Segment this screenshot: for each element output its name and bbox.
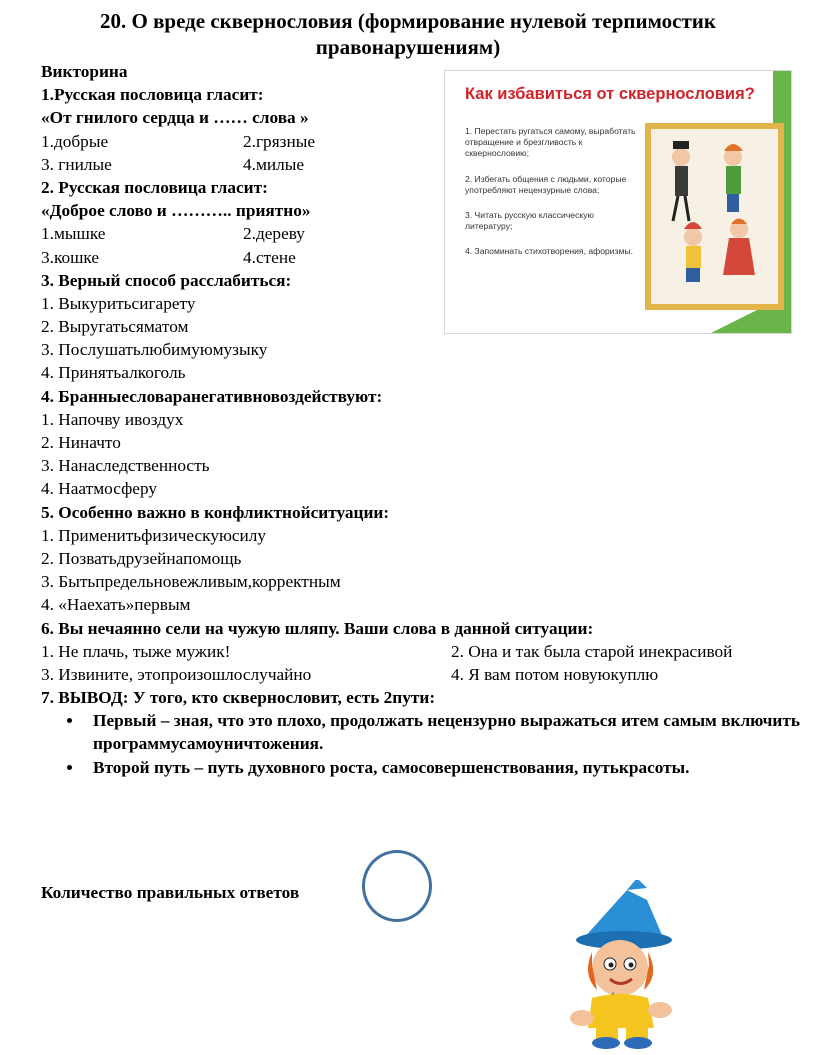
q6-answers-row1 [41, 640, 801, 663]
poster-cartoon-figures [651, 129, 766, 292]
poster-illustration-frame [645, 123, 784, 310]
q5-answer-1: 1. Применитьфизическуюсилу [41, 525, 267, 545]
q5-question: 5. Особенно важно в конфликтнойситуации: [41, 502, 390, 522]
q1-line1: 1.Русская пословица гласит: [41, 85, 264, 105]
q1-answer-2: 2.грязные [243, 131, 315, 151]
conclusion-text-1: Первый – зная, что это плохо, продолжать нецензурно выражаться итем самым включить программусамоуничтожения. [93, 711, 801, 754]
q2-line1: 2. Русская пословица гласит: [41, 177, 268, 197]
dunno-mascot-image [552, 880, 702, 1050]
q5-answer-2: 2. Позватьдрузейнапомощь [41, 548, 242, 568]
poster-title: Как избавиться от сквернословия? [465, 85, 755, 103]
q1-line2: «От гнилого сердца и …… слова » [41, 108, 309, 128]
q3-answer-1: 1. Выкуритьсигарету [41, 293, 196, 313]
q2-answer-3: 3.кошке [41, 247, 100, 267]
page-title [40, 8, 776, 60]
q3-question: 3. Верный способ расслабиться: [41, 270, 292, 290]
q2-line2: «Доброе слово и ……….. приятно» [41, 201, 311, 221]
poster-image [444, 70, 792, 334]
q7-question: 7. ВЫВОД: У того, кто сквернословит, есть 2пути: [41, 688, 436, 708]
q2-answer-4: 4.стене [243, 247, 296, 267]
q5-answer-4: 4. «Наехать»первым [41, 595, 191, 615]
score-circle [362, 850, 432, 922]
poster-item-3: 3. Читать русскую классическую литературу; [465, 210, 594, 232]
poster-item-2: 2. Избегать общения с людьми, которые употребляют нецензурные слова; [465, 173, 627, 195]
poster-item-4: 4. Запоминать стихотворения, афоризмы. [465, 246, 633, 257]
q6-question: 6. Вы нечаянно сели на чужую шляпу. Ваши слова в данной ситуации: [41, 618, 594, 638]
conclusion-list [41, 709, 801, 779]
q2-answer-2: 2.дереву [243, 224, 305, 244]
q3-answer-2: 2. Выругатьсяматом [41, 317, 189, 337]
q1-answer-1: 1.добрые [41, 131, 109, 151]
q4-answer-4: 4. Наатмосферу [41, 479, 158, 499]
q1-answer-4: 4.милые [243, 154, 305, 174]
conclusion-text-2: Второй путь – путь духовного роста, самосовершенствования, путькрасоты. [93, 757, 690, 777]
q6-answer-3: 3. Извините, этопроизошлослучайно [41, 664, 312, 684]
q3-answer-3: 3. Послушатьлюбимуюмузыку [41, 340, 268, 360]
conclusion-item-1 [41, 709, 801, 755]
poster-item-1: 1. Перестать ругаться самому, выработать отвращение и брезгливость к сквернословию; [465, 126, 636, 159]
conclusion-item-2 [41, 756, 801, 779]
title-line-1: 20. О вреде сквернословия (формирование нулевой терпимостик [100, 9, 716, 33]
q6-answers-row2 [41, 663, 801, 686]
poster-list [465, 126, 643, 272]
correct-answers-label: Количество правильных ответов [41, 883, 300, 902]
q1-answer-3: 3. гнилые [41, 154, 112, 174]
quiz-heading: Викторина [41, 62, 128, 81]
q4-answer-3: 3. Нанаследственность [41, 456, 210, 476]
q5-answer-3: 3. Бытьпредельновежливым,корректным [41, 572, 341, 592]
q6-answer-2: 2. Она и так была старой инекрасивой [451, 641, 733, 661]
bullet-icon [67, 718, 72, 723]
title-line-2: правонарушениям) [315, 35, 501, 59]
bullet-icon [67, 765, 72, 770]
q4-question: 4. Бранныесловаранегативновоздействуют: [41, 386, 383, 406]
q6-answer-4: 4. Я вам потом новуюкуплю [451, 664, 659, 684]
q4-answer-2: 2. Ниначто [41, 433, 121, 452]
q4-answer-1: 1. Напочву ивоздух [41, 409, 184, 429]
q6-answer-1: 1. Не плачь, тыже мужик! [41, 641, 231, 661]
q2-answer-1: 1.мышке [41, 224, 106, 244]
q3-answer-4: 4. Принятьалкоголь [41, 363, 186, 383]
